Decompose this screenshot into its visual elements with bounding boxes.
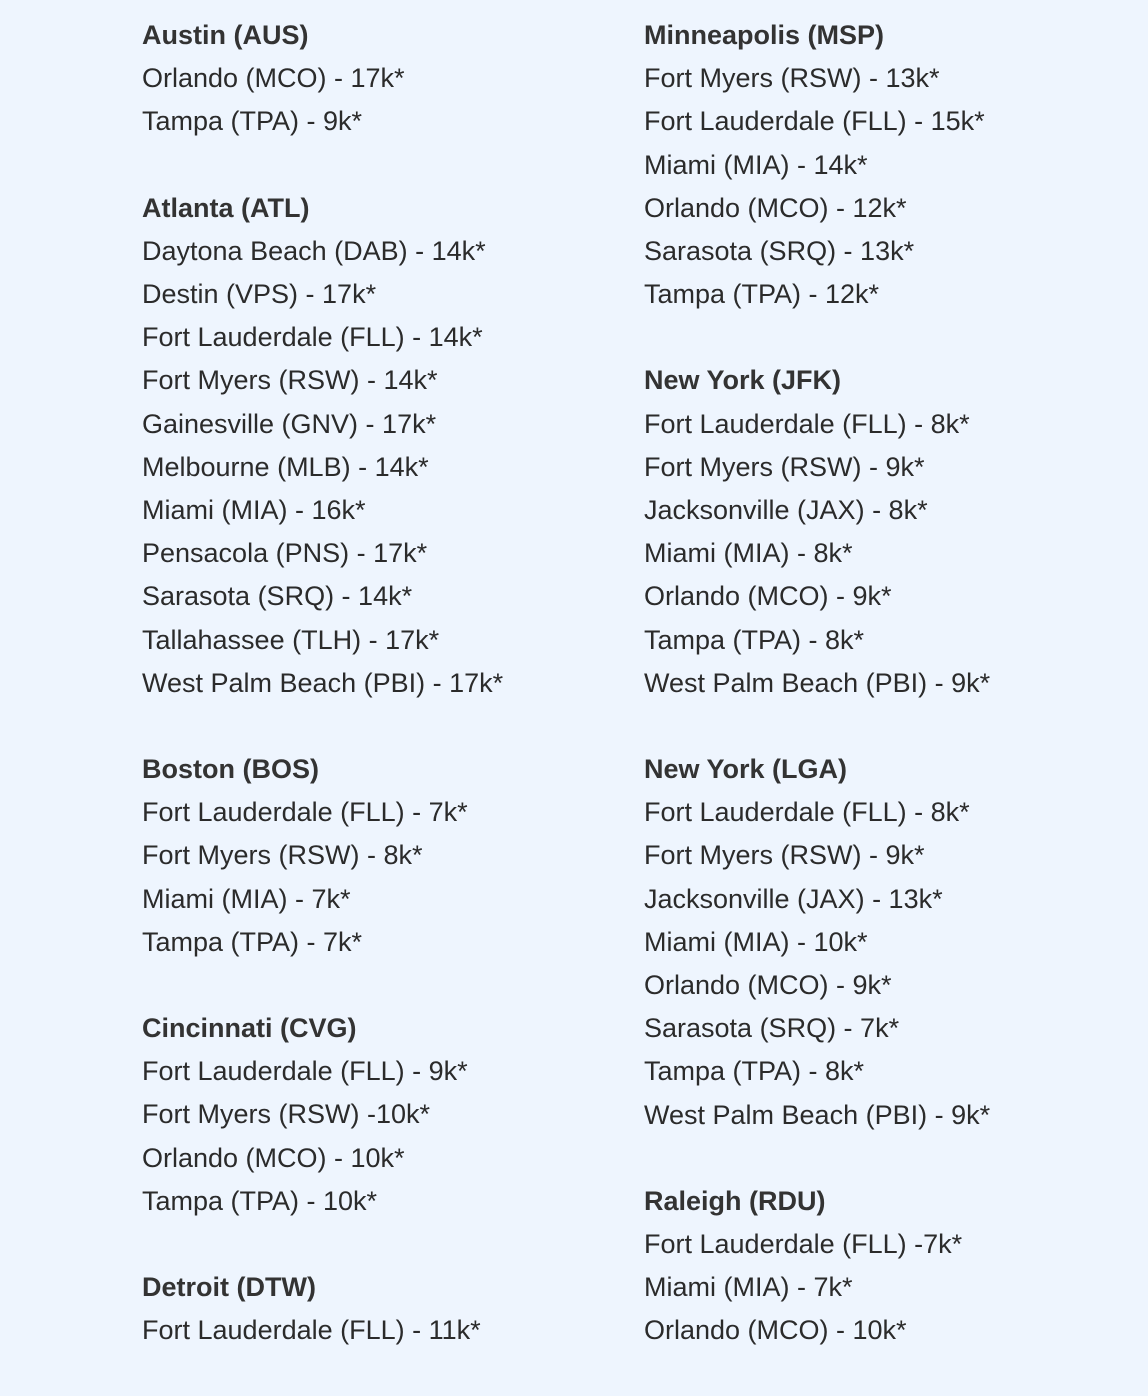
route-item: Tallahassee (TLH) - 17k* [142,624,440,655]
origin-group-detroit [142,1266,602,1352]
origin-group-austin [142,14,602,144]
route-item: Fort Lauderdale (FLL) -7k* [644,1229,963,1260]
route-item: Fort Myers (RSW) - 8k* [142,840,423,871]
route-item: Miami (MIA) - 10k* [644,926,868,957]
left-column [142,14,602,1395]
origin-group-new-york-lga [644,748,1124,1137]
route-item: Sarasota (SRQ) - 13k* [644,236,915,267]
route-item: Orlando (MCO) - 12k* [644,192,907,223]
route-item: Fort Myers (RSW) - 9k* [644,840,925,871]
route-item: Tampa (TPA) - 10k* [142,1185,378,1216]
route-item: Orlando (MCO) - 9k* [644,970,892,1001]
origin-group-cincinnati [142,1007,602,1223]
route-item: Orlando (MCO) - 9k* [644,581,892,612]
route-item: Tampa (TPA) - 8k* [644,1056,865,1087]
route-item: Tampa (TPA) - 9k* [142,106,363,137]
route-item: Sarasota (SRQ) - 14k* [142,581,413,612]
route-item: Fort Myers (RSW) - 9k* [644,451,925,482]
route-item: Gainesville (GNV) - 17k* [142,408,437,439]
route-item: Tampa (TPA) - 12k* [644,279,880,310]
origin-heading: Detroit (DTW) [142,1272,316,1303]
route-item: Sarasota (SRQ) - 7k* [644,1013,900,1044]
origin-heading: Cincinnati (CVG) [142,1013,357,1044]
origin-group-minneapolis [644,14,1124,316]
route-item: Jacksonville (JAX) - 8k* [644,495,928,526]
route-item: Orlando (MCO) - 10k* [644,1315,907,1346]
route-item: Fort Lauderdale (FLL) - 9k* [142,1056,468,1087]
route-item: Miami (MIA) - 8k* [644,538,853,569]
origin-heading: New York (JFK) [644,365,842,396]
route-item: Melbourne (MLB) - 14k* [142,451,429,482]
route-item: West Palm Beach (PBI) - 9k* [644,1099,991,1130]
route-item: Tampa (TPA) - 7k* [142,926,363,957]
route-item: Fort Lauderdale (FLL) - 8k* [644,408,970,439]
origin-heading: Raleigh (RDU) [644,1185,826,1216]
right-column [644,14,1124,1396]
route-item: Fort Myers (RSW) - 14k* [142,365,438,396]
origin-group-raleigh [644,1180,1124,1353]
route-item: Miami (MIA) - 16k* [142,495,366,526]
origin-heading: New York (LGA) [644,754,848,785]
route-item: Miami (MIA) - 7k* [142,883,351,914]
route-item: Orlando (MCO) - 10k* [142,1142,405,1173]
route-item: Orlando (MCO) - 17k* [142,63,405,94]
route-item: Fort Myers (RSW) - 13k* [644,63,940,94]
route-item: Fort Lauderdale (FLL) - 8k* [644,797,970,828]
route-item: Fort Myers (RSW) -10k* [142,1099,431,1130]
route-item: Destin (VPS) - 17k* [142,279,377,310]
route-item: Fort Lauderdale (FLL) - 11k* [142,1315,481,1346]
route-item: Fort Lauderdale (FLL) - 15k* [644,106,985,137]
route-item: Fort Lauderdale (FLL) - 14k* [142,322,483,353]
route-item: Tampa (TPA) - 8k* [644,624,865,655]
origin-heading: Atlanta (ATL) [142,192,310,223]
origin-group-atlanta [142,187,602,705]
origin-heading: Austin (AUS) [142,20,309,50]
route-item: Jacksonville (JAX) - 13k* [644,883,943,914]
origin-heading: Minneapolis (MSP) [644,20,885,50]
origin-group-new-york-jfk [644,359,1124,705]
route-item: West Palm Beach (PBI) - 17k* [142,667,504,698]
route-item: Miami (MIA) - 7k* [644,1272,853,1303]
origin-group-boston [142,748,602,964]
route-item: Fort Lauderdale (FLL) - 7k* [142,797,468,828]
route-item: Miami (MIA) - 14k* [644,149,868,180]
origin-heading: Boston (BOS) [142,754,319,785]
route-item: Daytona Beach (DAB) - 14k* [142,235,486,266]
route-item: Pensacola (PNS) - 17k* [142,538,428,569]
route-item: West Palm Beach (PBI) - 9k* [644,667,991,698]
